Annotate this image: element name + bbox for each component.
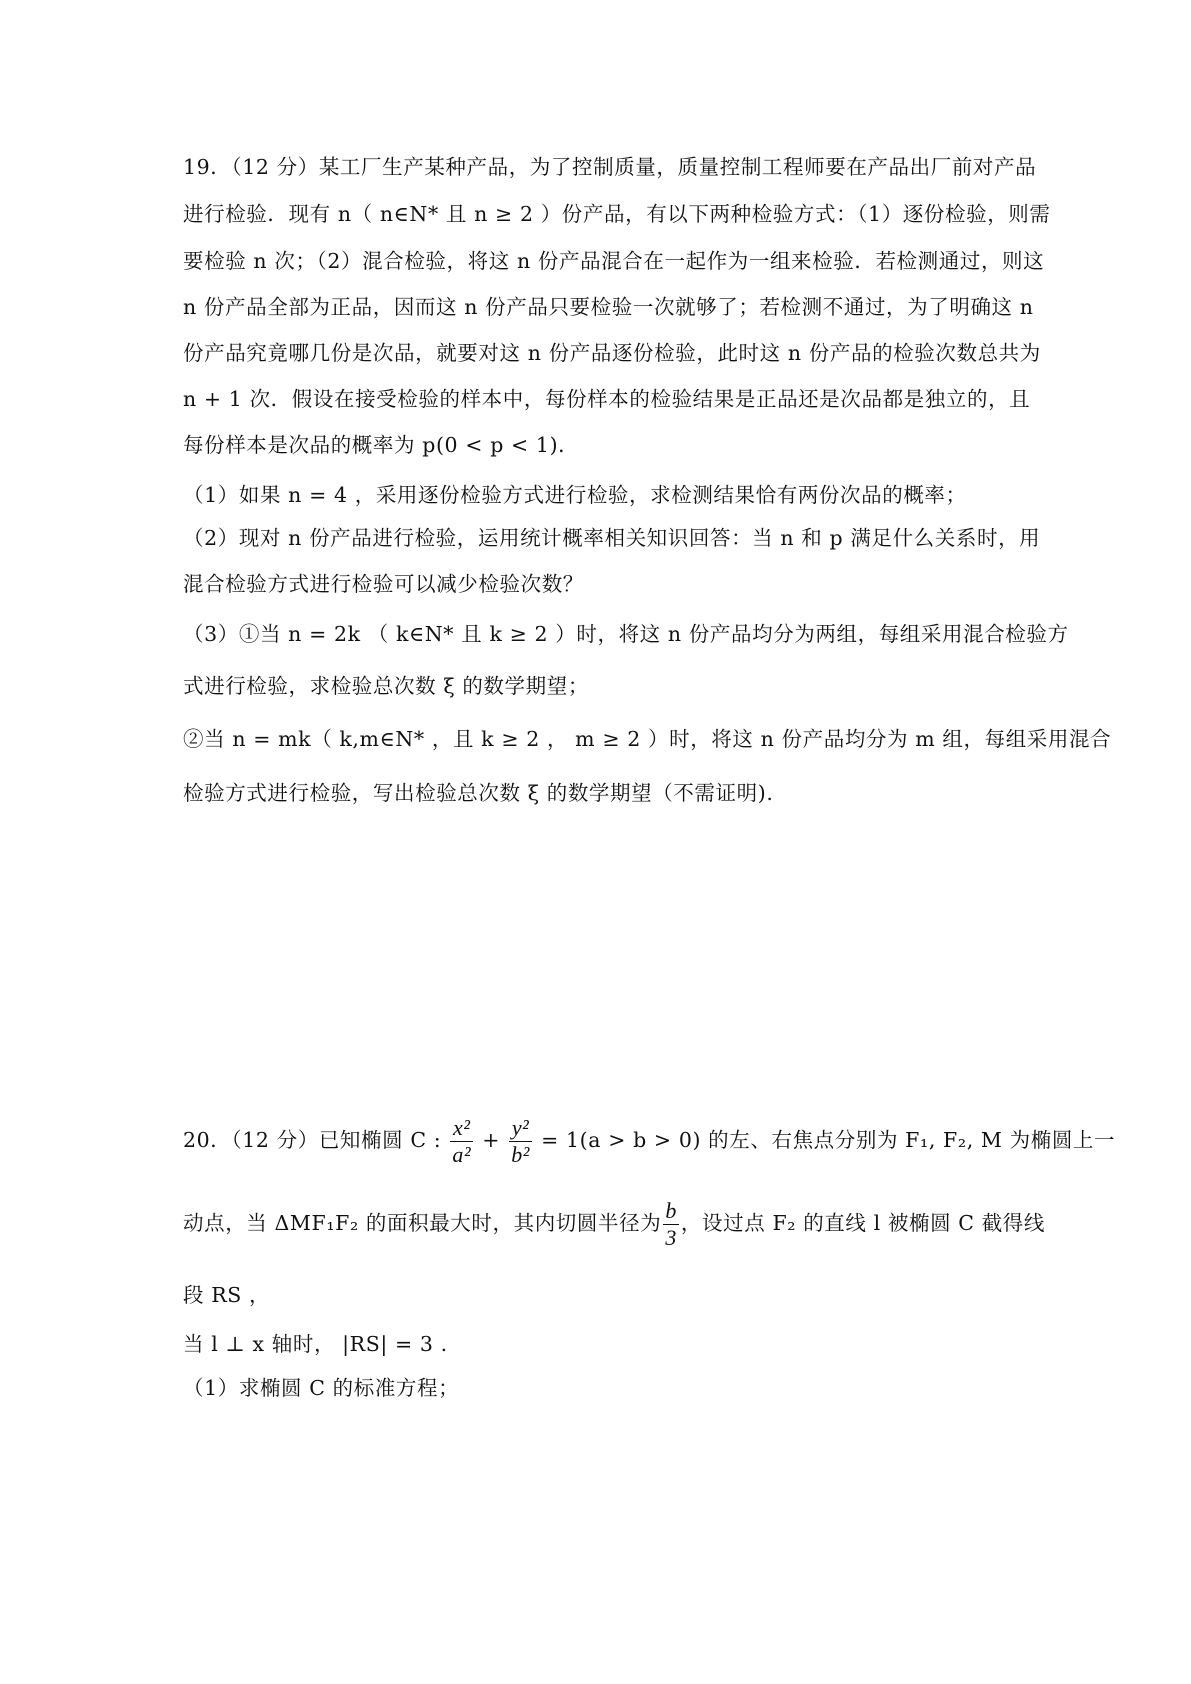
q19-line-6: n + 1 次．假设在接受检验的样本中，每份样本的检验结果是正品还是次品都是独立的，且 — [183, 387, 1031, 411]
q19-line-3: 要检验 n 次；（2）混合检验，将这 n 份产品混合在一起作为一组来检验．若检测通过，则这 — [183, 249, 1045, 273]
q19-part1: （1）如果 n = 4 ，采用逐份检验方式进行检验，求检测结果恰有两份次品的概率； — [183, 483, 967, 507]
q20-line-2-suffix: ，设过点 F₂ 的直线 l 被椭圆 C 截得线 — [680, 1211, 1046, 1235]
fraction-denominator: b² — [511, 1142, 530, 1167]
q19-part3-line-3: ②当 n = mk（ k,m∈N* ，且 k ≥ 2 ， m ≥ 2 ）时，将这 n 份产品均分为 m 组，每组采用混合 — [183, 727, 1112, 751]
q19-part2-line-1: （2）现对 n 份产品进行检验，运用统计概率相关知识回答：当 n 和 p 满足什么关系时，用 — [183, 526, 1041, 550]
q20-line-1-suffix: = 1(a > b > 0) 的左、右焦点分别为 F₁, F₂, M 为椭圆上一 — [534, 1128, 1116, 1152]
q19-line-4: n 份产品全部为正品，因而这 n 份产品只要检验一次就够了；若检测不通过，为了明确这 n — [183, 295, 1034, 319]
q19-part2-line-2: 混合检验方式进行检验可以减少检验次数？ — [183, 572, 584, 596]
q20-line-2-prefix: 动点，当 ΔMF₁F₂ 的面积最大时，其内切圆半径为 — [183, 1211, 662, 1235]
q19-line-5: 份产品究竟哪几份是次品，就要对这 n 份产品逐份检验，此时这 n 份产品的检验次数总共为 — [183, 341, 1041, 365]
fraction-x2-a2 — [450, 1115, 473, 1168]
q19-part3-line-1: （3）①当 n = 2k （ k∈N* 且 k ≥ 2 ）时，将这 n 份产品均分为两组，每组采用混合检验方 — [183, 622, 1069, 646]
fraction-denominator: 3 — [665, 1225, 677, 1250]
q20-line-3: 段 RS ， — [183, 1283, 271, 1307]
q19-line-2: 进行检验．现有 n（ n∈N* 且 n ≥ 2 ）份产品，有以下两种检验方式：（1）逐份检验，则需 — [183, 202, 1051, 226]
q20-part1: （1）求椭圆 C 的标准方程； — [183, 1376, 460, 1400]
fraction-b-3 — [663, 1198, 679, 1251]
fraction-y2-b2 — [509, 1115, 532, 1168]
q20-line-1 — [183, 1115, 1115, 1168]
q19-part3-line-2: 式进行检验，求检验总次数 ξ 的数学期望； — [183, 674, 589, 698]
plus-sign: + — [475, 1128, 508, 1152]
fraction-denominator: a² — [452, 1142, 472, 1167]
fraction-numerator: b — [665, 1198, 677, 1223]
q19-line-1: 19．（12 分）某工厂生产某种产品，为了控制质量，质量控制工程师要在产品出厂前对产品 — [183, 155, 1037, 179]
q20-line-2 — [183, 1198, 1045, 1251]
q19-part3-line-4: 检验方式进行检验，写出检验总次数 ξ 的数学期望（不需证明). — [183, 781, 774, 805]
fraction-numerator: x² — [450, 1115, 473, 1142]
q20-line-4: 当 l ⊥ x 轴时， |RS| = 3 . — [183, 1332, 448, 1356]
fraction-numerator: y² — [509, 1115, 532, 1142]
q19-line-7: 每份样本是次品的概率为 p(0 < p < 1)． — [183, 433, 580, 457]
q20-line-1-prefix: 20．（12 分）已知椭圆 C : — [183, 1128, 449, 1152]
